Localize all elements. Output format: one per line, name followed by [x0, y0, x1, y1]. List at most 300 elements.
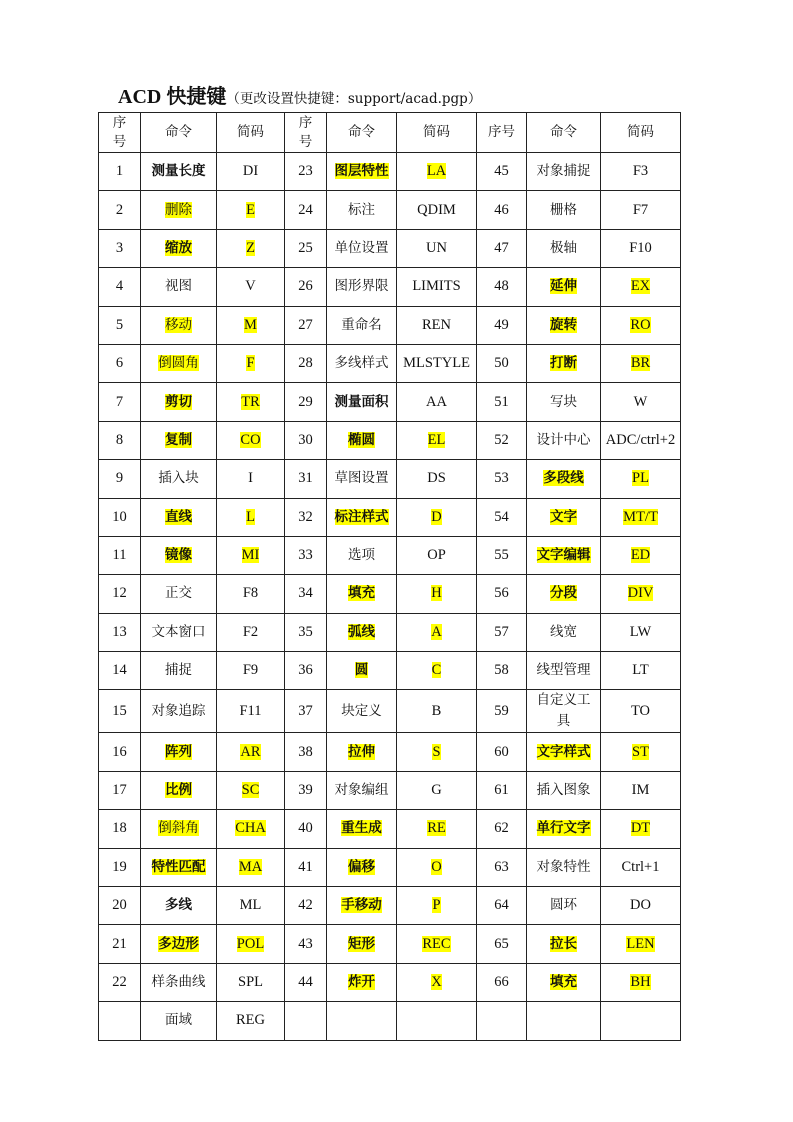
table-row — [99, 153, 681, 191]
shortcut-label: F8 — [242, 585, 259, 602]
command-name — [327, 810, 397, 848]
shortcut-label: F3 — [632, 163, 649, 180]
shortcut-key — [397, 191, 477, 229]
table-row — [99, 771, 681, 809]
row-number: 57 — [477, 613, 527, 651]
command-label: 旋转 — [550, 316, 577, 333]
command-name — [527, 887, 601, 925]
command-name — [327, 460, 397, 498]
command-name — [327, 733, 397, 771]
command-name — [527, 1002, 601, 1040]
shortcut-key — [397, 575, 477, 613]
command-label: 线宽 — [550, 623, 577, 640]
command-name — [527, 383, 601, 421]
shortcut-key — [217, 810, 285, 848]
header-shortcut: 简码 — [217, 113, 285, 153]
command-name — [327, 498, 397, 536]
row-number: 36 — [285, 652, 327, 690]
command-label: 标注 — [348, 201, 375, 218]
command-label: 炸开 — [348, 974, 375, 990]
row-number: 8 — [99, 421, 141, 459]
row-number: 15 — [99, 690, 141, 733]
command-name — [141, 613, 217, 651]
command-label: 文本窗口 — [151, 623, 206, 640]
row-number: 34 — [285, 575, 327, 613]
command-label: 打断 — [550, 355, 577, 372]
row-number: 65 — [477, 925, 527, 963]
shortcut-key — [601, 652, 681, 690]
shortcut-label: O — [431, 858, 442, 875]
table-row — [99, 810, 681, 848]
shortcut-label: ED — [630, 547, 651, 564]
row-number — [477, 1002, 527, 1040]
command-label: 视图 — [165, 278, 192, 295]
shortcut-key — [397, 153, 477, 191]
shortcut-label: CHA — [235, 820, 266, 837]
shortcut-label: Ctrl+1 — [621, 858, 660, 875]
shortcut-label: DIV — [627, 585, 654, 602]
shortcut-label: TR — [241, 393, 260, 410]
command-name — [327, 421, 397, 459]
table-row — [99, 536, 681, 574]
shortcut-key — [601, 690, 681, 733]
shortcut-key — [397, 536, 477, 574]
command-name — [141, 848, 217, 886]
shortcut-label: CO — [240, 431, 261, 448]
shortcut-label: F — [246, 355, 255, 372]
command-label: 对象编组 — [334, 782, 389, 799]
shortcut-key — [601, 229, 681, 267]
shortcut-label: UN — [426, 239, 447, 256]
shortcut-label: BH — [630, 974, 651, 990]
header-shortcut: 简码 — [397, 113, 477, 153]
shortcut-label: I — [248, 470, 253, 487]
shortcut-key — [217, 229, 285, 267]
shortcut-key — [601, 536, 681, 574]
command-label: 弧线 — [348, 623, 375, 640]
shortcut-label: QDIM — [417, 201, 456, 218]
row-number: 7 — [99, 383, 141, 421]
command-label: 草图设置 — [334, 470, 389, 487]
row-number: 23 — [285, 153, 327, 191]
shortcut-label: X — [431, 974, 442, 990]
command-label: 线型管理 — [536, 662, 591, 679]
command-name — [327, 1002, 397, 1040]
table-row — [99, 268, 681, 306]
command-name — [527, 344, 601, 382]
command-name — [327, 848, 397, 886]
shortcut-key — [601, 306, 681, 344]
command-name — [527, 963, 601, 1001]
table-row — [99, 421, 681, 459]
command-name — [527, 613, 601, 651]
row-number: 30 — [285, 421, 327, 459]
table-row — [99, 887, 681, 925]
command-label: 圆 — [354, 662, 369, 679]
command-name — [141, 887, 217, 925]
command-label: 块定义 — [341, 702, 382, 719]
row-number: 12 — [99, 575, 141, 613]
shortcut-label: DS — [427, 470, 446, 487]
shortcut-key — [217, 925, 285, 963]
shortcut-key — [601, 383, 681, 421]
command-name — [141, 925, 217, 963]
shortcut-key — [217, 733, 285, 771]
shortcut-label: LIMITS — [412, 278, 461, 295]
command-name — [141, 652, 217, 690]
shortcut-label: D — [431, 508, 442, 525]
shortcut-label: S — [432, 743, 441, 760]
row-number: 2 — [99, 191, 141, 229]
title-main: ACD 快捷键 — [118, 86, 227, 108]
command-name — [327, 383, 397, 421]
command-label: 面域 — [165, 1012, 192, 1029]
table-row — [99, 383, 681, 421]
command-label: 重生成 — [341, 820, 382, 837]
table-row — [99, 229, 681, 267]
table-row — [99, 191, 681, 229]
table-row — [99, 1002, 681, 1040]
command-label: 栅格 — [550, 201, 577, 218]
command-label: 写块 — [550, 393, 577, 410]
shortcut-label: G — [431, 782, 442, 799]
shortcut-label: ST — [632, 743, 649, 760]
shortcut-key — [217, 498, 285, 536]
shortcut-key — [217, 383, 285, 421]
header-index: 序 号 — [99, 113, 141, 153]
row-number: 6 — [99, 344, 141, 382]
shortcut-label: REN — [422, 316, 451, 333]
shortcut-label: Z — [246, 239, 255, 256]
command-name — [527, 810, 601, 848]
command-label: 极轴 — [550, 239, 577, 256]
row-number: 41 — [285, 848, 327, 886]
shortcut-label: AR — [240, 743, 261, 760]
shortcut-label: RE — [427, 820, 446, 837]
command-name — [327, 771, 397, 809]
command-label: 对象特性 — [536, 858, 591, 875]
shortcut-label: LT — [632, 662, 649, 679]
shortcut-key — [217, 652, 285, 690]
command-name — [141, 153, 217, 191]
shortcut-label: A — [431, 623, 442, 640]
shortcut-key — [397, 733, 477, 771]
shortcut-key — [397, 810, 477, 848]
page-title — [118, 80, 481, 106]
shortcut-key — [217, 613, 285, 651]
command-label: 矩形 — [348, 935, 375, 952]
command-label: 文字样式 — [536, 743, 591, 760]
command-name — [141, 536, 217, 574]
shortcut-key — [217, 153, 285, 191]
command-label: 延伸 — [550, 278, 577, 295]
command-label: 填充 — [550, 974, 577, 990]
command-label: 插入块 — [158, 470, 199, 487]
command-label: 偏移 — [348, 858, 375, 875]
command-label: 单行文字 — [536, 820, 591, 837]
command-name — [327, 268, 397, 306]
shortcut-label: W — [633, 393, 648, 410]
command-name — [527, 575, 601, 613]
table-row — [99, 690, 681, 733]
shortcut-key — [601, 344, 681, 382]
shortcut-label: C — [431, 662, 442, 679]
row-number: 18 — [99, 810, 141, 848]
table-row — [99, 652, 681, 690]
row-number: 50 — [477, 344, 527, 382]
row-number: 58 — [477, 652, 527, 690]
command-name — [327, 575, 397, 613]
shortcut-key — [397, 690, 477, 733]
shortcut-key — [397, 1002, 477, 1040]
shortcut-key — [217, 963, 285, 1001]
shortcut-key — [397, 498, 477, 536]
command-name — [327, 306, 397, 344]
shortcut-key — [397, 613, 477, 651]
shortcut-label: MT/T — [623, 508, 658, 525]
shortcut-label: EL — [427, 431, 446, 448]
shortcut-table — [98, 112, 681, 1041]
row-number: 20 — [99, 887, 141, 925]
command-label: 测量面积 — [334, 393, 389, 410]
row-number: 60 — [477, 733, 527, 771]
command-name — [141, 344, 217, 382]
shortcut-label: DO — [630, 897, 651, 914]
row-number: 53 — [477, 460, 527, 498]
command-name — [327, 229, 397, 267]
command-name — [327, 191, 397, 229]
command-label: 拉伸 — [348, 743, 375, 760]
shortcut-label: IM — [631, 782, 650, 799]
row-number: 14 — [99, 652, 141, 690]
shortcut-key — [217, 268, 285, 306]
row-number — [99, 1002, 141, 1040]
command-label: 删除 — [165, 201, 192, 218]
row-number: 39 — [285, 771, 327, 809]
row-number: 28 — [285, 344, 327, 382]
command-label: 多线样式 — [334, 355, 389, 372]
row-number: 61 — [477, 771, 527, 809]
row-number: 64 — [477, 887, 527, 925]
row-number: 4 — [99, 268, 141, 306]
shortcut-key — [397, 268, 477, 306]
table-row — [99, 963, 681, 1001]
shortcut-key — [397, 652, 477, 690]
shortcut-label: AA — [426, 393, 447, 410]
command-label: 多线 — [165, 897, 192, 914]
command-label: 复制 — [165, 431, 192, 448]
command-name — [527, 153, 601, 191]
command-name — [141, 1002, 217, 1040]
command-name — [141, 771, 217, 809]
command-name — [327, 652, 397, 690]
shortcut-label: BR — [630, 355, 651, 372]
shortcut-key — [397, 383, 477, 421]
shortcut-label: MA — [238, 858, 263, 875]
command-label: 倒斜角 — [158, 820, 199, 837]
shortcut-key — [397, 421, 477, 459]
command-label: 文字 — [550, 508, 577, 525]
shortcut-label: F9 — [242, 662, 259, 679]
shortcut-label: MLSTYLE — [403, 355, 470, 372]
shortcut-key — [397, 925, 477, 963]
command-label: 直线 — [165, 508, 192, 525]
command-name — [527, 652, 601, 690]
command-name — [527, 191, 601, 229]
shortcut-key — [217, 344, 285, 382]
row-number: 13 — [99, 613, 141, 651]
command-label: 缩放 — [165, 239, 192, 256]
shortcut-label: F10 — [629, 239, 652, 256]
header-command: 命令 — [141, 113, 217, 153]
row-number: 29 — [285, 383, 327, 421]
row-number: 1 — [99, 153, 141, 191]
shortcut-label: ADC/ctrl+2 — [605, 431, 676, 448]
command-name — [327, 536, 397, 574]
shortcut-key — [217, 690, 285, 733]
table-row — [99, 344, 681, 382]
title-subtitle: （更改设置快捷键：support/acad.pgp） — [226, 91, 482, 107]
header-command: 命令 — [327, 113, 397, 153]
command-name — [141, 421, 217, 459]
command-name — [527, 460, 601, 498]
row-number: 9 — [99, 460, 141, 498]
row-number: 66 — [477, 963, 527, 1001]
command-label: 设计中心 — [536, 431, 591, 448]
row-number: 46 — [477, 191, 527, 229]
row-number: 44 — [285, 963, 327, 1001]
command-name — [527, 690, 601, 733]
shortcut-key — [217, 887, 285, 925]
shortcut-key — [601, 1002, 681, 1040]
command-label: 文字编辑 — [536, 547, 591, 564]
command-label: 插入图象 — [536, 782, 591, 799]
command-name — [141, 229, 217, 267]
row-number: 56 — [477, 575, 527, 613]
command-name — [141, 498, 217, 536]
command-name — [327, 690, 397, 733]
shortcut-key — [217, 536, 285, 574]
shortcut-key — [601, 810, 681, 848]
command-name — [527, 268, 601, 306]
command-label: 图层特性 — [334, 163, 389, 180]
command-name — [141, 268, 217, 306]
command-label: 圆环 — [550, 897, 577, 914]
shortcut-key — [217, 421, 285, 459]
command-name — [141, 690, 217, 733]
header-index: 序号 — [477, 113, 527, 153]
command-label: 多段线 — [543, 470, 584, 487]
command-name — [527, 498, 601, 536]
command-label: 手移动 — [341, 897, 382, 914]
shortcut-label: V — [245, 278, 256, 295]
command-label: 单位设置 — [334, 239, 389, 256]
shortcut-label: OP — [427, 547, 446, 564]
row-number: 40 — [285, 810, 327, 848]
shortcut-label: E — [246, 201, 255, 218]
command-label: 拉长 — [550, 935, 577, 952]
command-label: 镜像 — [165, 547, 192, 564]
command-label: 捕捉 — [165, 662, 192, 679]
shortcut-key — [217, 191, 285, 229]
row-number: 52 — [477, 421, 527, 459]
row-number — [285, 1002, 327, 1040]
header-command: 命令 — [527, 113, 601, 153]
header-index: 序 号 — [285, 113, 327, 153]
command-label: 移动 — [165, 316, 192, 333]
command-name — [327, 963, 397, 1001]
row-number: 51 — [477, 383, 527, 421]
shortcut-label: L — [246, 508, 255, 525]
shortcut-label: DT — [630, 820, 651, 837]
shortcut-label: REG — [236, 1012, 265, 1029]
table-row — [99, 498, 681, 536]
row-number: 33 — [285, 536, 327, 574]
shortcut-label: PL — [632, 470, 649, 487]
command-name — [141, 733, 217, 771]
shortcut-key — [601, 613, 681, 651]
row-number: 55 — [477, 536, 527, 574]
shortcut-label: TO — [630, 702, 651, 719]
row-number: 24 — [285, 191, 327, 229]
shortcut-key — [601, 887, 681, 925]
shortcut-key — [397, 887, 477, 925]
command-name — [527, 848, 601, 886]
shortcut-key — [217, 771, 285, 809]
command-label: 阵列 — [165, 743, 192, 760]
command-name — [141, 383, 217, 421]
command-name — [327, 925, 397, 963]
command-label: 分段 — [550, 585, 577, 602]
shortcut-key — [601, 268, 681, 306]
command-label: 特性匹配 — [151, 858, 206, 875]
shortcut-label: EX — [630, 278, 651, 295]
shortcut-key — [601, 848, 681, 886]
shortcut-label: M — [244, 316, 257, 333]
command-label: 比例 — [165, 782, 192, 799]
command-name — [527, 421, 601, 459]
shortcut-label: POL — [236, 935, 265, 952]
shortcut-label: LW — [629, 623, 652, 640]
row-number: 17 — [99, 771, 141, 809]
shortcut-key — [217, 306, 285, 344]
command-label: 倒圆角 — [158, 355, 199, 372]
command-name — [327, 153, 397, 191]
row-number: 37 — [285, 690, 327, 733]
shortcut-label: LEN — [626, 935, 655, 952]
row-number: 21 — [99, 925, 141, 963]
row-number: 25 — [285, 229, 327, 267]
table-row — [99, 575, 681, 613]
row-number: 42 — [285, 887, 327, 925]
row-number: 43 — [285, 925, 327, 963]
command-name — [141, 963, 217, 1001]
shortcut-label: F11 — [239, 702, 262, 719]
command-name — [327, 887, 397, 925]
shortcut-key — [397, 306, 477, 344]
command-label: 填充 — [348, 585, 375, 602]
shortcut-key — [217, 460, 285, 498]
shortcut-key — [601, 733, 681, 771]
row-number: 45 — [477, 153, 527, 191]
row-number: 59 — [477, 690, 527, 733]
shortcut-key — [397, 229, 477, 267]
header-shortcut: 简码 — [601, 113, 681, 153]
row-number: 31 — [285, 460, 327, 498]
shortcut-key — [397, 848, 477, 886]
shortcut-label: SPL — [238, 974, 263, 990]
shortcut-key — [601, 771, 681, 809]
